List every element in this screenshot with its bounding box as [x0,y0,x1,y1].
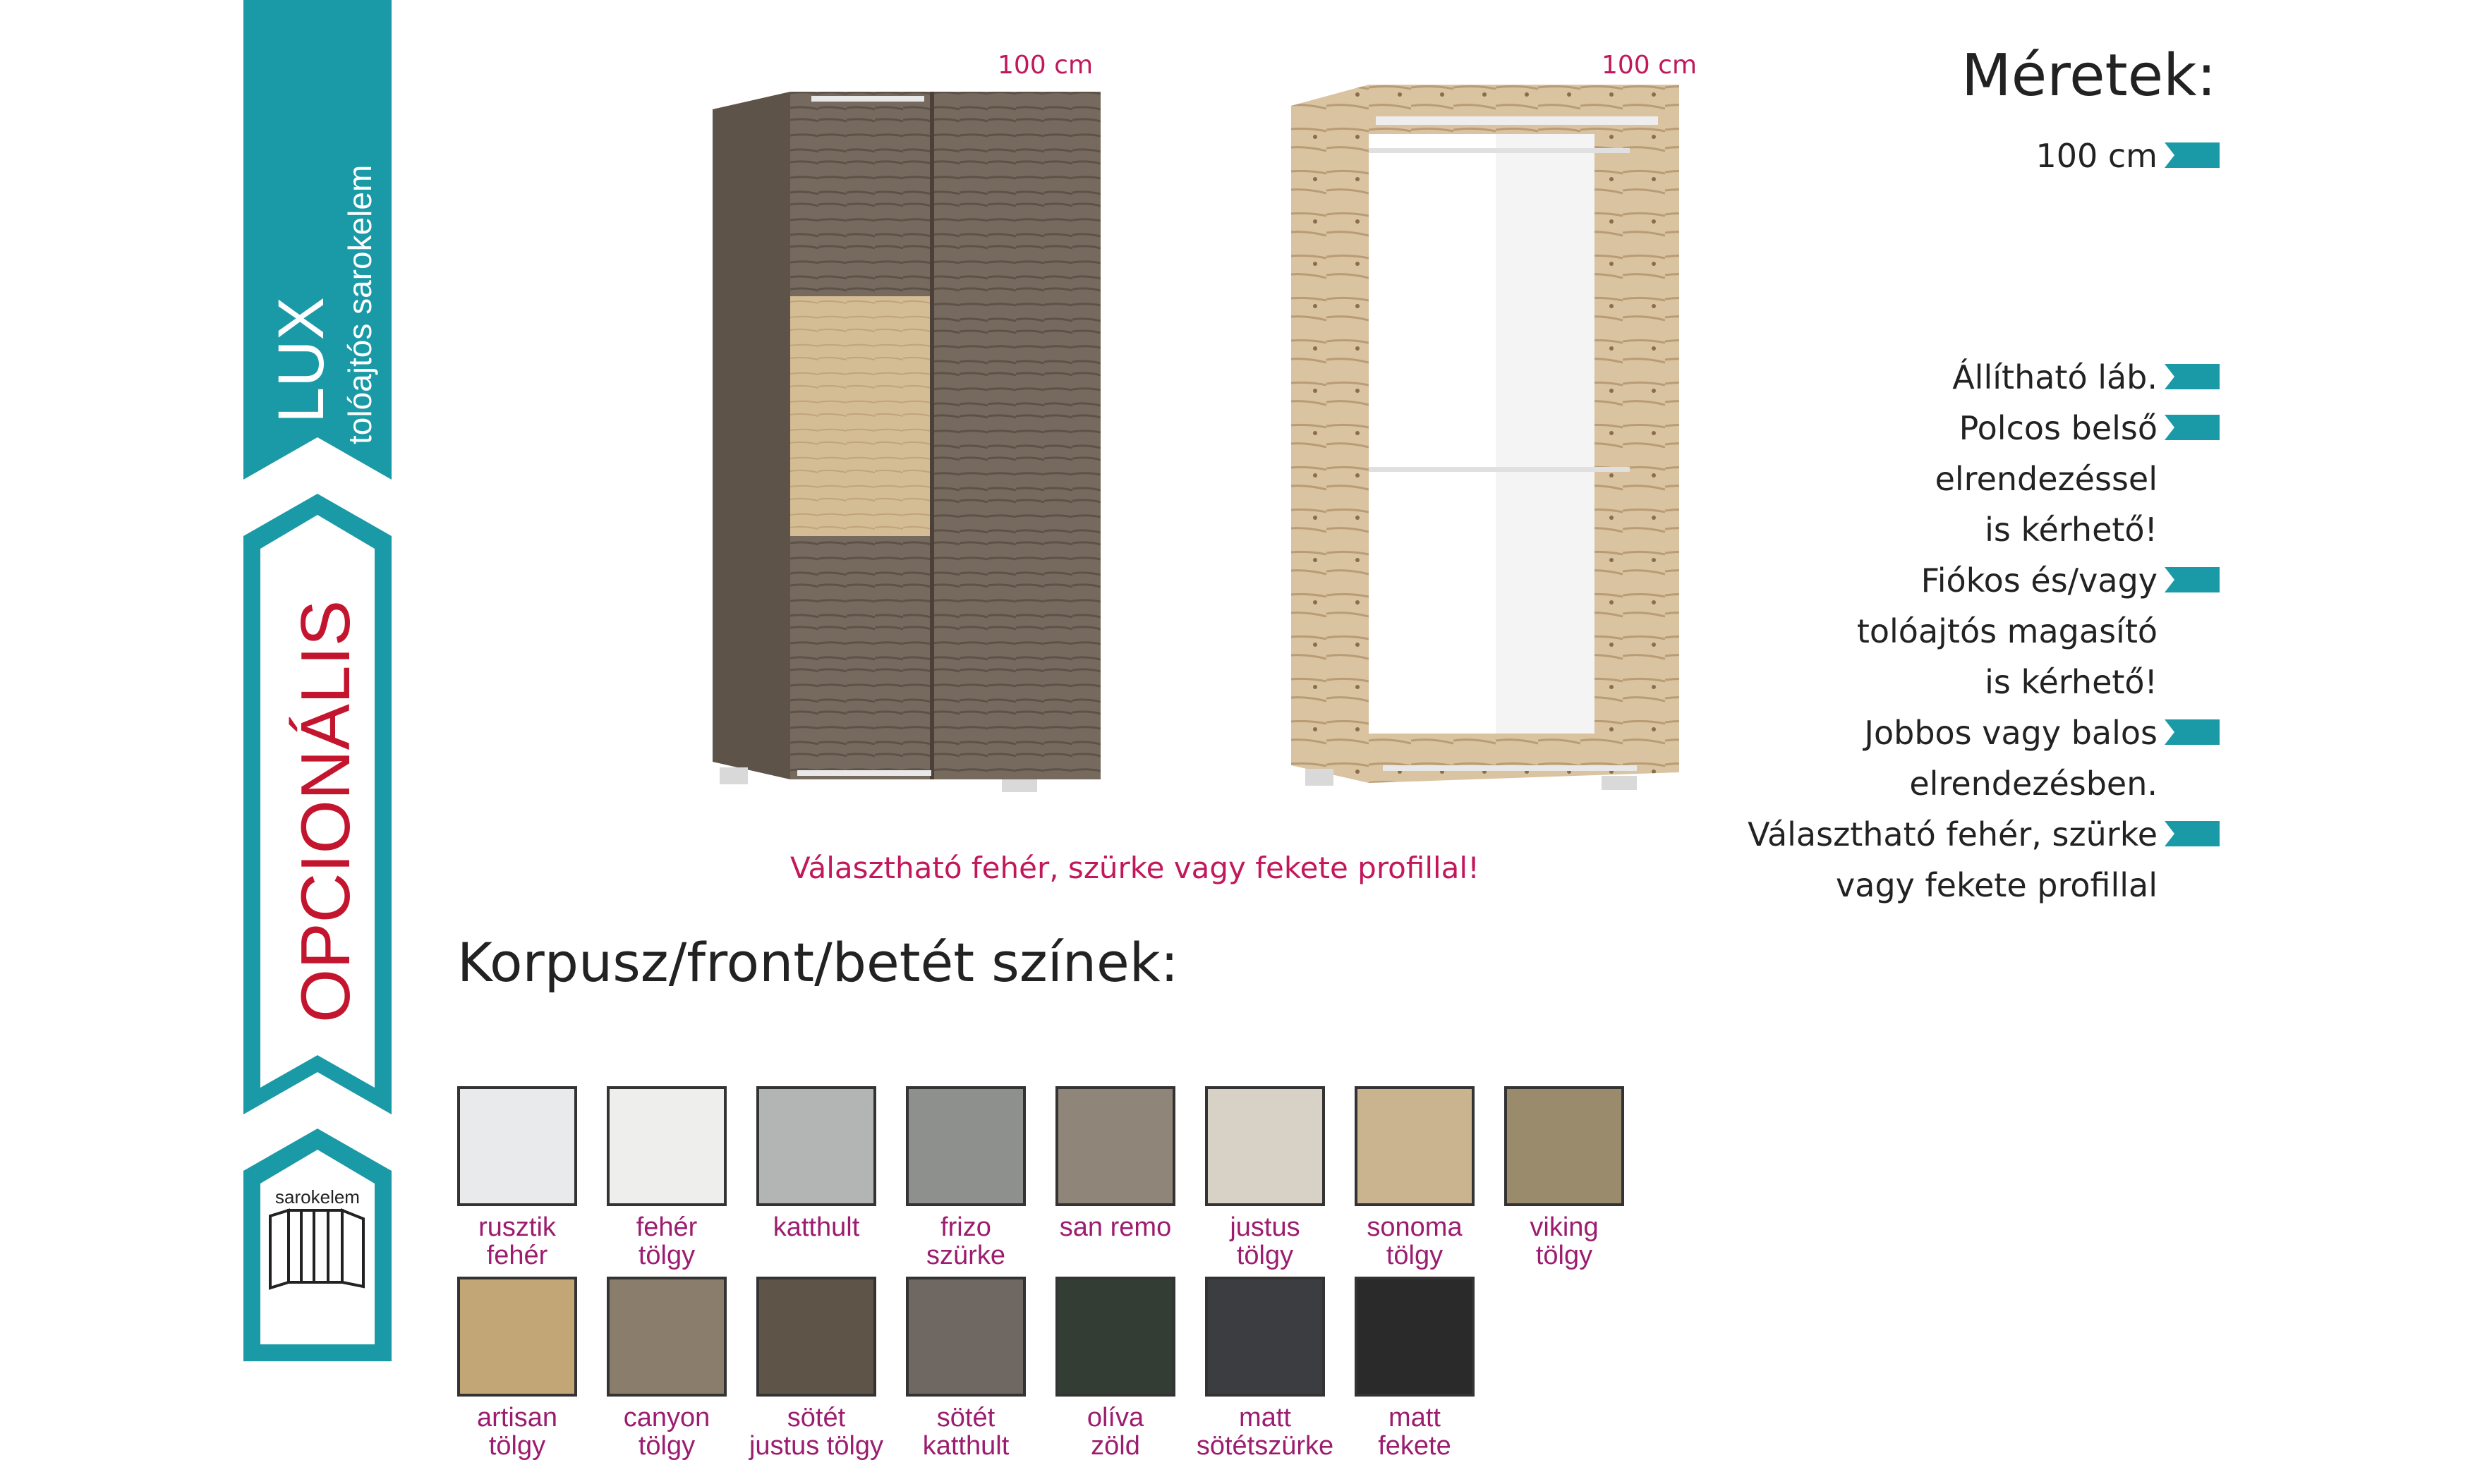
color-swatch-label [1191,1404,1339,1460]
swatch-label-line-1: frizo [940,1212,991,1242]
color-swatch-label [1341,1404,1489,1460]
banner-subtitle: tolóajtós sarokelem [341,164,378,444]
swatch-label-line-1: artisan [476,1403,558,1433]
spec-line-10: Választható fehér, szürke [1748,815,2158,853]
color-swatch [906,1086,1026,1206]
swatch-label-line-2: fehér [486,1241,548,1270]
swatch-label-line-1: viking [1530,1212,1599,1242]
wardrobe-dark-image [706,85,1115,800]
color-swatch-label [892,1404,1040,1460]
color-swatch-label [443,1213,591,1270]
color-swatch [457,1277,577,1397]
color-swatch [1055,1277,1175,1397]
right-wardrobe-width: 100 cm [1602,51,1698,80]
spec-marker-3-icon [2165,567,2220,592]
spec-line-6: tolóajtós magasító [1856,612,2158,650]
spec-marker-5-icon [2165,821,2220,846]
swatch-label-line-2: tölgy [638,1431,696,1461]
color-swatch [1355,1086,1475,1206]
swatch-label-line-2: zöld [1091,1431,1140,1461]
swatch-label-line-1: matt [1388,1403,1441,1433]
spec-line-9: elrendezésben. [1909,765,2158,803]
color-swatch [1355,1277,1475,1397]
swatch-label-line-1: fehér [636,1212,698,1242]
swatch-label-line-2: fekete [1378,1431,1451,1461]
spec-line-7: is kérhető! [1985,663,2158,701]
profile-note: Választható fehér, szürke vagy fekete profillal! [790,851,1479,885]
banner-title: LUX [265,297,337,423]
swatch-label-line-1: san remo [1059,1212,1172,1242]
spec-line-1: Állítható láb. [1952,358,2158,396]
color-swatch [756,1086,876,1206]
color-swatch [906,1277,1026,1397]
swatch-label-line-1: sonoma [1367,1212,1463,1242]
swatch-label-line-2: tölgy [638,1241,696,1270]
color-swatch-label [593,1404,741,1460]
color-swatch-label [892,1213,1040,1270]
swatch-label-line-2: tölgy [488,1431,546,1461]
swatch-label-line-2: katthult [922,1431,1010,1461]
color-swatch [756,1277,876,1397]
color-swatch [1205,1086,1325,1206]
color-swatch-label [1191,1213,1339,1270]
spec-line-11: vagy fekete profillal [1836,866,2158,904]
swatch-label-line-2: tölgy [1386,1241,1444,1270]
sizes-heading: Méretek: [1961,42,2217,109]
swatch-label-line-2: sötétszürke [1196,1431,1334,1461]
color-swatch [1055,1086,1175,1206]
swatch-label-line-1: canyon [623,1403,710,1433]
wardrobe-open-image [1284,78,1693,807]
size-value: 100 cm [2035,137,2158,175]
color-swatch-label [443,1404,591,1460]
swatch-label-line-2: szürke [926,1241,1005,1270]
color-swatch-label [1041,1213,1190,1241]
color-swatch-label [1341,1213,1489,1270]
swatch-label-line-1: sötét [936,1403,996,1433]
spec-line-4: is kérhető! [1985,511,2158,549]
swatch-label-line-1: matt [1239,1403,1291,1433]
swatch-label-line-2: tölgy [1535,1241,1593,1270]
swatch-label-line-1: sötét [787,1403,846,1433]
spec-line-5: Fiókos és/vagy [1920,561,2158,600]
color-swatch [1504,1086,1624,1206]
spec-line-3: elrendezéssel [1935,460,2158,498]
optional-label: OPCIONÁLIS [286,600,364,1023]
color-swatch-label [593,1213,741,1270]
swatch-label-line-2: tölgy [1236,1241,1294,1270]
swatch-label-line-1: rusztik [478,1212,556,1242]
corner-element-badge [243,1129,392,1361]
spec-marker-1-icon [2165,364,2220,389]
spec-line-2: Polcos belső [1959,409,2158,447]
swatch-label-line-1: katthult [773,1212,860,1242]
color-swatch-label [1490,1213,1638,1270]
swatch-label-line-1: olíva [1087,1403,1144,1433]
spec-line-8: Jobbos vagy balos [1864,714,2158,752]
color-swatch-label [742,1213,890,1241]
spec-marker-2-icon [2165,415,2220,440]
color-swatch-label [742,1404,890,1460]
color-swatch [1205,1277,1325,1397]
color-swatch [607,1086,727,1206]
left-wardrobe-width: 100 cm [998,51,1094,80]
optional-banner [243,494,392,1114]
color-swatch [457,1086,577,1206]
color-swatch-label [1041,1404,1190,1460]
color-swatch [607,1277,727,1397]
corner-element-label: sarokelem [275,1186,360,1208]
swatch-label-line-1: justus [1230,1212,1300,1242]
spec-marker-4-icon [2165,719,2220,745]
lux-banner [243,0,392,480]
swatch-label-line-2: justus tölgy [749,1431,884,1461]
size-marker-icon [2165,142,2220,168]
colors-heading: Korpusz/front/betét színek: [457,931,1179,994]
